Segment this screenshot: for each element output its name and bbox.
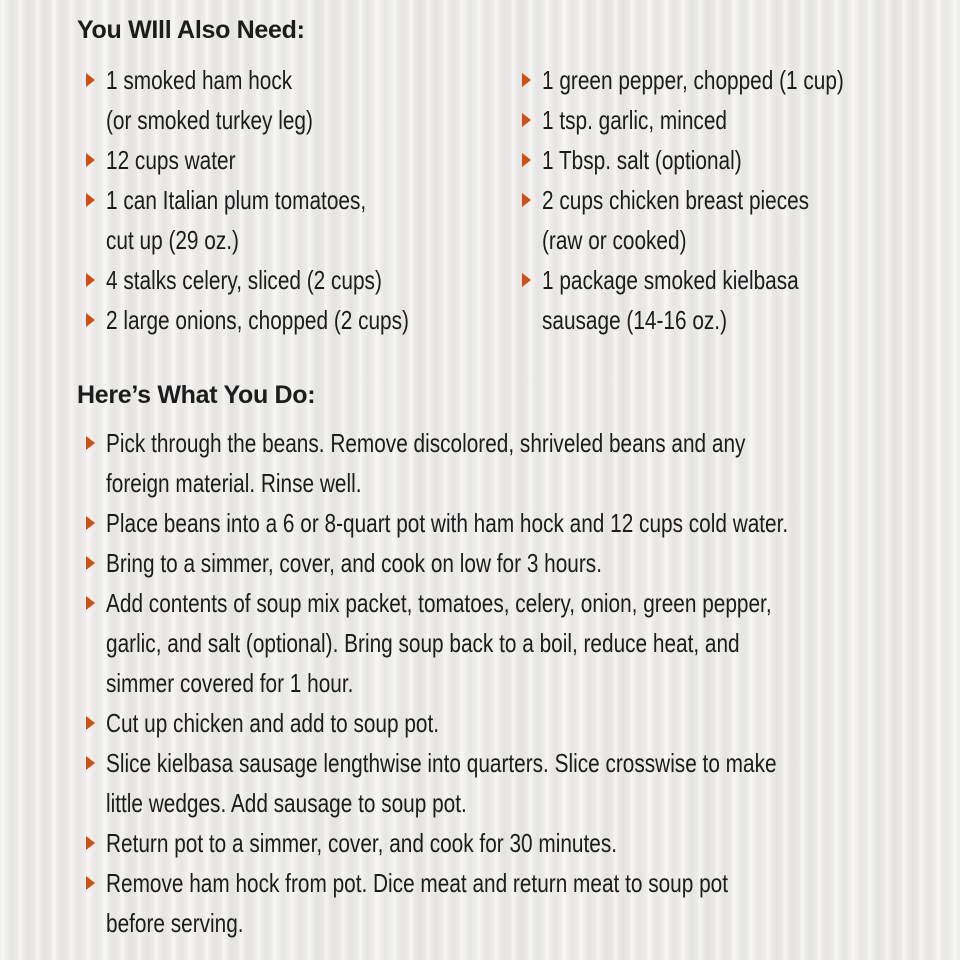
list-item-line: 1 package smoked kielbasa — [542, 265, 799, 295]
list-item-line: 1 green pepper, chopped (1 cup) — [542, 65, 844, 95]
bullet-triangle-icon — [86, 153, 95, 167]
bullet-triangle-icon — [522, 273, 531, 287]
list-item-line: 1 Tbsp. salt (optional) — [542, 145, 742, 175]
bullet-triangle-icon — [86, 876, 95, 890]
list-item-line: sausage (14-16 oz.) — [542, 305, 727, 335]
bullet-triangle-icon — [522, 113, 531, 127]
list-item-line: Place beans into a 6 or 8-quart pot with ham hock and 12 cups cold water. — [106, 508, 789, 538]
list-item — [86, 423, 946, 503]
list-item-line: (or smoked turkey leg) — [106, 105, 313, 135]
list-item-line: (raw or cooked) — [542, 225, 687, 255]
list-item — [86, 60, 506, 140]
list-item — [86, 180, 506, 260]
list-item-line: Slice kielbasa sausage lengthwise into quarters. Slice crosswise to make — [106, 748, 777, 778]
list-item — [86, 743, 946, 823]
list-item — [86, 863, 946, 943]
steps-heading: Here’s What You Do: — [77, 381, 316, 409]
list-item — [86, 583, 946, 703]
list-item-line: 2 cups chicken breast pieces — [542, 185, 810, 215]
needs-heading: You WIll Also Need: — [77, 16, 305, 44]
list-item-line: simmer covered for 1 hour. — [106, 668, 354, 698]
list-item — [86, 260, 506, 300]
bullet-triangle-icon — [86, 193, 95, 207]
list-item-line: cut up (29 oz.) — [106, 225, 239, 255]
list-item-line: Cut up chicken and add to soup pot. — [106, 708, 440, 738]
bullet-triangle-icon — [86, 436, 95, 450]
bullet-triangle-icon — [86, 836, 95, 850]
bullet-triangle-icon — [86, 556, 95, 570]
list-item — [86, 300, 506, 340]
list-item-line: 1 tsp. garlic, minced — [542, 105, 727, 135]
bullet-triangle-icon — [86, 596, 95, 610]
list-item-line: Pick through the beans. Remove discolored, shriveled beans and any — [106, 428, 746, 458]
list-item — [86, 503, 946, 543]
bullet-triangle-icon — [86, 313, 95, 327]
list-item-line: 4 stalks celery, sliced (2 cups) — [106, 265, 382, 295]
bullet-triangle-icon — [86, 756, 95, 770]
list-item-line: 12 cups water — [106, 145, 236, 175]
bullet-triangle-icon — [86, 716, 95, 730]
list-item-line: Return pot to a simmer, cover, and cook for 30 minutes. — [106, 828, 618, 858]
list-item — [522, 60, 942, 100]
list-item-line: before serving. — [106, 908, 244, 938]
list-item-line: Add contents of soup mix packet, tomatoes, celery, onion, green pepper, — [106, 588, 772, 618]
bullet-triangle-icon — [86, 516, 95, 530]
bullet-triangle-icon — [522, 73, 531, 87]
list-item-line: 2 large onions, chopped (2 cups) — [106, 305, 409, 335]
list-item — [522, 140, 942, 180]
bullet-triangle-icon — [86, 73, 95, 87]
list-item-line: foreign material. Rinse well. — [106, 468, 362, 498]
list-item-line: Remove ham hock from pot. Dice meat and return meat to soup pot — [106, 868, 728, 898]
list-item — [86, 703, 946, 743]
list-item — [86, 543, 946, 583]
list-item-line: 1 smoked ham hock — [106, 65, 293, 95]
ingredients-left — [86, 60, 506, 340]
list-item-line: Bring to a simmer, cover, and cook on low for 3 hours. — [106, 548, 602, 578]
list-item — [86, 823, 946, 863]
list-item-line: 1 can Italian plum tomatoes, — [106, 185, 367, 215]
list-item — [522, 260, 942, 340]
bullet-triangle-icon — [522, 193, 531, 207]
list-item — [522, 100, 942, 140]
list-item-line: garlic, and salt (optional). Bring soup back to a boil, reduce heat, and — [106, 628, 740, 658]
list-item — [86, 140, 506, 180]
bullet-triangle-icon — [522, 153, 531, 167]
list-item-line: little wedges. Add sausage to soup pot. — [106, 788, 467, 818]
ingredients-right — [522, 60, 942, 340]
steps-list — [86, 423, 946, 943]
bullet-triangle-icon — [86, 273, 95, 287]
list-item — [522, 180, 942, 260]
